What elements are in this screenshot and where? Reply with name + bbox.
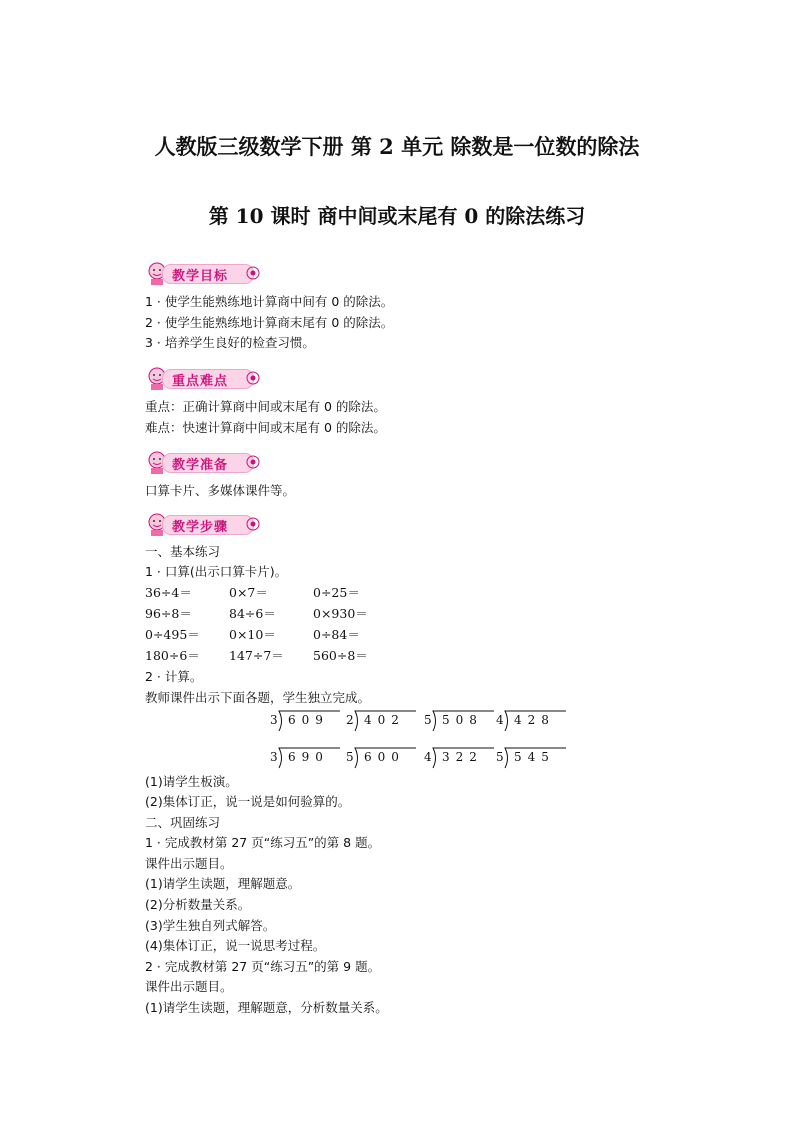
dividend: 402 [364, 713, 405, 727]
lesson-title: 第 10 课时 商中间或末尾有 0 的除法练习 [208, 204, 586, 228]
dividend: 508 [442, 713, 483, 727]
keypoint-item: 难点：快速计算商中间或末尾有 0 的除法。 [145, 420, 386, 435]
dividend: 428 [514, 713, 555, 727]
divisor: 5 [424, 713, 432, 727]
long-division-problem [496, 709, 588, 733]
oral-item: 0×930＝ [313, 606, 368, 621]
oral-item: 84÷6＝ [229, 606, 276, 621]
consolidation-line: (1)请学生读题，理解题意，分析数量关系。 [145, 1000, 388, 1015]
divisor: 5 [496, 750, 504, 764]
target-icon [246, 266, 260, 280]
oral-item: 147÷7＝ [229, 648, 284, 663]
target-icon [246, 371, 260, 385]
divisor: 3 [270, 750, 278, 764]
oral-item: 560÷8＝ [313, 648, 368, 663]
consolidation-line: (2)分析数量关系。 [145, 897, 251, 912]
consolidation-line: 2 · 完成教材第 27 页“练习五”的第 9 题。 [145, 959, 381, 974]
calc-heading: 2 · 计算。 [145, 669, 203, 684]
prep-item: 口算卡片、多媒体课件等。 [145, 483, 296, 498]
oral-item: 0×7＝ [229, 585, 268, 600]
section-badge-label: 教学步骤 [172, 520, 229, 535]
calc-intro: 教师课件出示下面各题，学生独立完成。 [145, 690, 371, 705]
calc-note: (2)集体订正，说一说是如何验算的。 [145, 794, 351, 809]
section-badge-label: 教学目标 [172, 269, 229, 284]
dividend: 609 [288, 713, 329, 727]
oral-item: 180÷6＝ [145, 648, 200, 663]
divisor: 4 [496, 713, 504, 727]
dividend: 600 [364, 750, 405, 764]
oral-item: 96÷8＝ [145, 606, 192, 621]
part-heading: 一、基本练习 [145, 544, 221, 559]
dividend: 322 [442, 750, 483, 764]
consolidation-line: 课件出示题目。 [145, 979, 233, 994]
section-badge-prep [146, 450, 258, 474]
oral-item: 0×10＝ [229, 627, 276, 642]
calc-note: (1)请学生板演。 [145, 774, 238, 789]
goal-item: 1 · 使学生能熟练地计算商中间有 0 的除法。 [145, 294, 394, 309]
section-badge-label: 重点难点 [172, 374, 229, 389]
long-division-problem [496, 746, 588, 770]
target-icon [246, 455, 260, 469]
section-badge-keypoints [146, 366, 258, 390]
divisor: 2 [346, 713, 354, 727]
consolidation-line: (3)学生独自列式解答。 [145, 918, 276, 933]
keypoint-item: 重点：正确计算商中间或末尾有 0 的除法。 [145, 399, 386, 414]
oral-item: 0÷25＝ [313, 585, 360, 600]
section-badge-label: 教学准备 [172, 458, 229, 473]
part-heading: 二、巩固练习 [145, 815, 221, 830]
goal-item: 3 · 培养学生良好的检查习惯。 [145, 335, 315, 350]
oral-item: 36÷4＝ [145, 585, 192, 600]
section-badge-steps [146, 512, 258, 536]
divisor: 5 [346, 750, 354, 764]
consolidation-line: 课件出示题目。 [145, 856, 233, 871]
oral-heading: 1 · 口算(出示口算卡片)。 [145, 564, 288, 579]
goal-item: 2 · 使学生能熟练地计算商末尾有 0 的除法。 [145, 315, 394, 330]
section-badge-goals [146, 261, 258, 285]
consolidation-line: (4)集体订正，说一说思考过程。 [145, 938, 326, 953]
consolidation-line: (1)请学生读题，理解题意。 [145, 876, 301, 891]
consolidation-line: 1 · 完成教材第 27 页“练习五”的第 8 题。 [145, 835, 381, 850]
divisor: 4 [424, 750, 432, 764]
dividend: 690 [288, 750, 329, 764]
dividend: 545 [514, 750, 555, 764]
oral-item: 0÷84＝ [313, 627, 360, 642]
target-icon [246, 517, 260, 531]
divisor: 3 [270, 713, 278, 727]
document-title: 人教版三级数学下册 第 2 单元 除数是一位数的除法 [154, 134, 640, 159]
oral-item: 0÷495＝ [145, 627, 200, 642]
